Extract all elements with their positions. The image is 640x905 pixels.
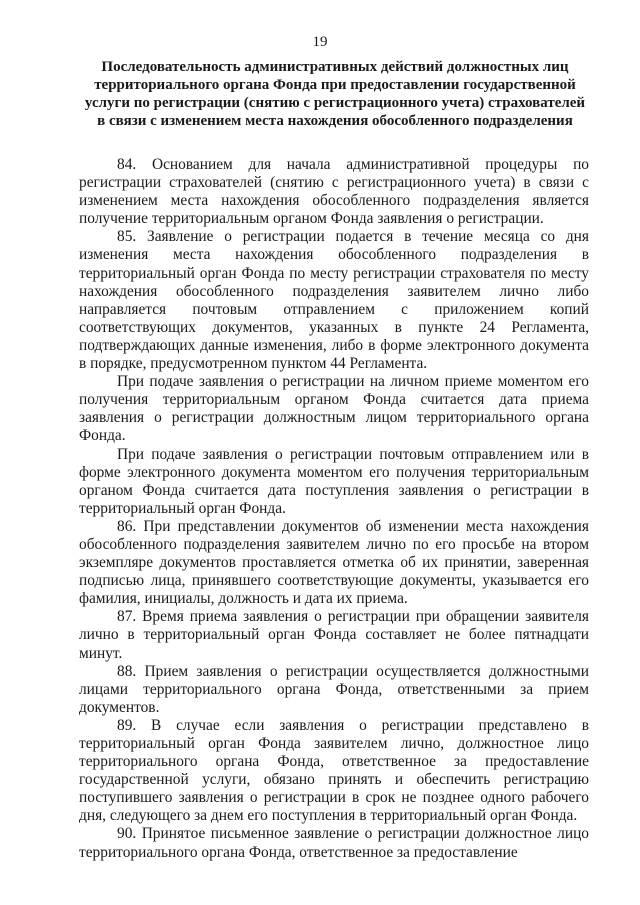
section-title: Последовательность административных действий должностных лиц территориального органа Фонда при предоставлении государственной услуги по регистрации (снятию с регистрационного учета) страхователей в связи с изменением места нахождения обособленного подразделения [84,59,586,129]
paragraph-86: 86. При представлении документов об изменении места нахождения обособленного подразделения заявителем лично по его просьбе на втором экземпляре документов проставляется отметка об их принятии, заверенная подписью лица, принявшего соответствующие документы, указывается его фамилия, инициалы, должность и дата их приема. [79,517,589,608]
paragraph-85: 85. Заявление о регистрации подается в течение месяца со дня изменения места нахождения обособленного подразделения в территориальный орган Фонда по месту регистрации страхователя по месту нахождения обособленного подразделения заявителем лично либо направляется почтовым отправлением с приложением копий соответствующих документов, указанных в пункте 24 Регламента, подтверждающих данные изменения, либо в форме электронного документа в порядке, предусмотренном пунктом 44 Регламента. [79,228,589,373]
paragraph-personal-receipt: При подаче заявления о регистрации на личном приеме моментом его получения территориальным органом Фонда считается дата приема заявления о регистрации должностным лицом территориального органа Фонда. [79,373,589,445]
page-number: 19 [312,34,328,50]
paragraph-87: 87. Время приема заявления о регистрации при обращении заявителя лично в территориальный орган Фонда составляет не более пятнадцати минут. [79,608,589,662]
paragraph-88: 88. Прием заявления о регистрации осуществляется должностными лицами территориального органа Фонда, ответственными за прием документов. [79,662,589,716]
paragraph-89: 89. В случае если заявления о регистрации представлено в территориальный орган Фонда заявителем лично, должностное лицо территориального органа Фонда, ответственное за предоставление государственной услуги, обязано принять и обеспечить регистрацию поступившего заявления о регистрации в срок не позднее одного рабочего дня, следующего за днем его поступления в территориальный орган Фонда. [79,716,589,825]
paragraph-postal-receipt: При подаче заявления о регистрации почтовым отправлением или в форме электронного документа моментом его получения территориальным органом Фонда считается дата поступления заявления о регистрации в территориальный орган Фонда. [79,445,589,517]
document-body [79,156,589,862]
paragraph-84: 84. Основанием для начала административной процедуры по регистрации страхователей (снятию с регистрационного учета) в связи с изменением места нахождения обособленного подразделения является получение территориальным органом Фонда заявления о регистрации. [79,156,589,228]
paragraph-90: 90. Принятое письменное заявление о регистрации должностное лицо территориального органа Фонда, ответственное за предоставление [79,825,589,861]
